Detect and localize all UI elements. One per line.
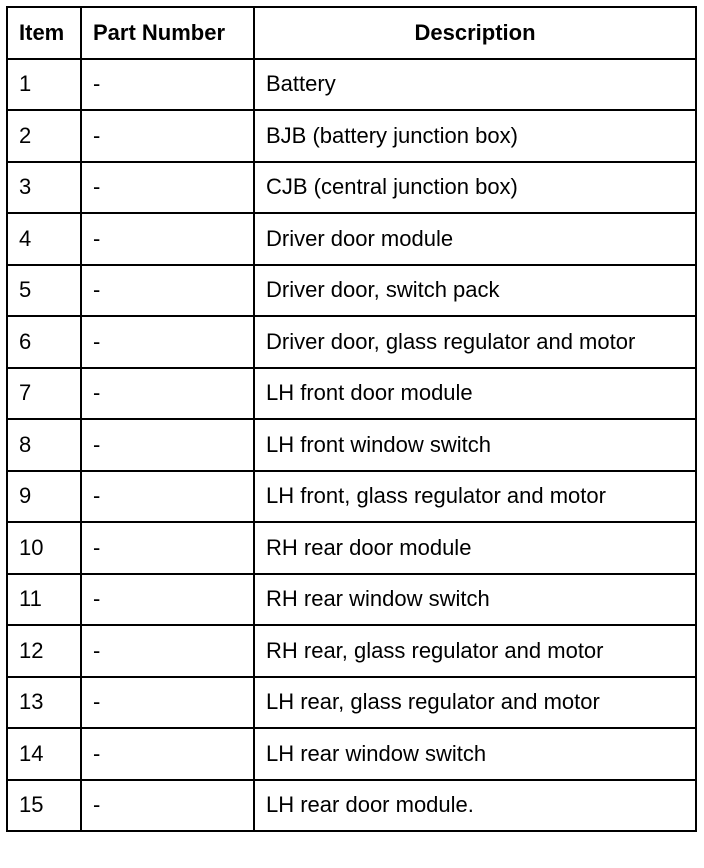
part-number-cell: -	[81, 368, 254, 420]
description-cell: LH rear, glass regulator and motor	[254, 677, 696, 729]
table-row	[7, 625, 696, 677]
table-row	[7, 316, 696, 368]
description-cell: RH rear, glass regulator and motor	[254, 625, 696, 677]
item-cell: 14	[7, 728, 81, 780]
part-number-cell: -	[81, 419, 254, 471]
description-cell: Battery	[254, 59, 696, 111]
header-part-number: Part Number	[81, 7, 254, 59]
description-cell: Driver door module	[254, 213, 696, 265]
table-row	[7, 162, 696, 214]
parts-table-container	[6, 6, 697, 832]
part-number-cell: -	[81, 316, 254, 368]
table-row	[7, 265, 696, 317]
part-number-cell: -	[81, 625, 254, 677]
part-number-cell: -	[81, 471, 254, 523]
part-number-cell: -	[81, 59, 254, 111]
part-number-cell: -	[81, 522, 254, 574]
description-cell: Driver door, glass regulator and motor	[254, 316, 696, 368]
description-cell: RH rear door module	[254, 522, 696, 574]
item-cell: 8	[7, 419, 81, 471]
item-cell: 13	[7, 677, 81, 729]
table-body	[7, 59, 696, 832]
description-cell: LH front door module	[254, 368, 696, 420]
part-number-cell: -	[81, 574, 254, 626]
table-row	[7, 677, 696, 729]
part-number-cell: -	[81, 265, 254, 317]
item-cell: 1	[7, 59, 81, 111]
part-number-cell: -	[81, 110, 254, 162]
item-cell: 6	[7, 316, 81, 368]
table-row	[7, 522, 696, 574]
header-description: Description	[254, 7, 696, 59]
description-cell: BJB (battery junction box)	[254, 110, 696, 162]
description-cell: Driver door, switch pack	[254, 265, 696, 317]
table-header-row	[7, 7, 696, 59]
parts-table	[6, 6, 697, 832]
item-cell: 15	[7, 780, 81, 832]
item-cell: 7	[7, 368, 81, 420]
item-cell: 5	[7, 265, 81, 317]
description-cell: LH rear window switch	[254, 728, 696, 780]
item-cell: 9	[7, 471, 81, 523]
table-row	[7, 574, 696, 626]
item-cell: 2	[7, 110, 81, 162]
item-cell: 3	[7, 162, 81, 214]
table-row	[7, 110, 696, 162]
description-cell: RH rear window switch	[254, 574, 696, 626]
item-cell: 10	[7, 522, 81, 574]
description-cell: LH front window switch	[254, 419, 696, 471]
part-number-cell: -	[81, 728, 254, 780]
item-cell: 12	[7, 625, 81, 677]
table-row	[7, 728, 696, 780]
table-row	[7, 471, 696, 523]
header-item: Item	[7, 7, 81, 59]
table-row	[7, 368, 696, 420]
description-cell: LH rear door module.	[254, 780, 696, 832]
table-row	[7, 213, 696, 265]
part-number-cell: -	[81, 213, 254, 265]
table-row	[7, 59, 696, 111]
table-row	[7, 780, 696, 832]
part-number-cell: -	[81, 677, 254, 729]
description-cell: LH front, glass regulator and motor	[254, 471, 696, 523]
item-cell: 11	[7, 574, 81, 626]
part-number-cell: -	[81, 780, 254, 832]
description-cell: CJB (central junction box)	[254, 162, 696, 214]
part-number-cell: -	[81, 162, 254, 214]
item-cell: 4	[7, 213, 81, 265]
table-row	[7, 419, 696, 471]
